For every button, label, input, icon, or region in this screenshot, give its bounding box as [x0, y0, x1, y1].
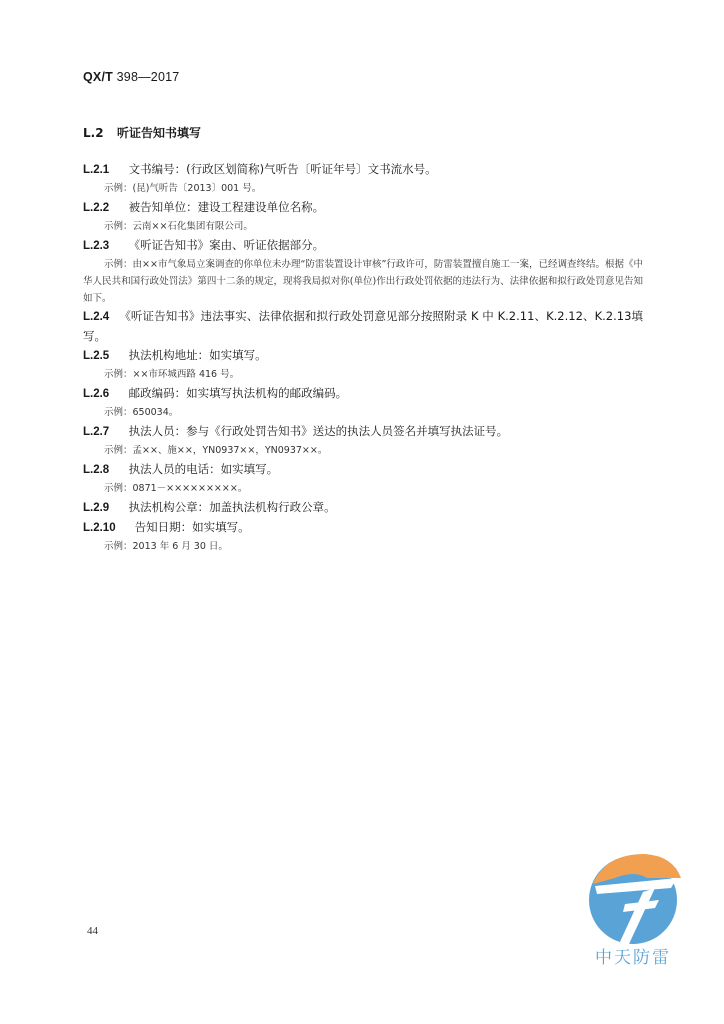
section-heading [83, 124, 201, 141]
clause-text: 执法人员的电话：如实填写。 [128, 462, 279, 476]
standard-code-number: 398—2017 [116, 70, 180, 84]
clause-l-2-5 [83, 346, 643, 366]
clause-example: 示例：0871－×××××××××。 [104, 483, 248, 494]
clause-l-2-9 [83, 498, 643, 518]
clause-example: 示例：650034。 [104, 407, 179, 418]
clause-example: 示例：2013 年 6 月 30 日。 [104, 541, 228, 552]
clause-l-2-6 [83, 384, 643, 404]
clause-l-2-1 [83, 160, 643, 180]
clause-example: 示例：(昆)气听告〔2013〕001 号。 [104, 183, 262, 194]
standard-code-prefix: QX/T [83, 70, 113, 84]
clause-number: L.2.10 [83, 522, 116, 534]
clause-number: L.2.8 [83, 464, 110, 476]
clause-example: 示例：××市环城西路 416 号。 [104, 369, 240, 380]
clause-l-2-7 [83, 422, 643, 442]
clause-text: 告知日期：如实填写。 [134, 520, 250, 534]
clause-l-2-10 [83, 518, 643, 538]
clause-text: 文书编号：(行政区划简称)气听告〔听证年号〕文书流水号。 [128, 162, 437, 176]
clause-text: 被告知单位：建设工程建设单位名称。 [128, 200, 325, 214]
clause-text: 执法机构地址：如实填写。 [128, 348, 267, 362]
clause-l-2-2 [83, 198, 643, 218]
clause-text: 《听证告知书》案由、听证依据部分。 [128, 238, 325, 252]
clause-number: L.2.6 [83, 388, 110, 400]
clause-l-2-8 [83, 460, 643, 480]
standard-code-header [83, 70, 179, 84]
clause-text: 邮政编码：如实填写执法机构的邮政编码。 [128, 386, 348, 400]
clause-number: L.2.1 [83, 164, 110, 176]
clause-example: 示例：云南××石化集团有限公司。 [104, 221, 253, 232]
clause-number: L.2.4 [83, 311, 110, 323]
clause-text: 执法机构公章：加盖执法机构行政公章。 [128, 500, 336, 514]
clause-number: L.2.7 [83, 426, 110, 438]
clause-l-2-4 [83, 307, 643, 346]
clause-example-paragraph: 示例：由××市气象局立案调查的你单位未办理“防雷装置设计审核”行政许可，防雷装置擅自施工一案，已经调查终结。根据《中华人民共和国行政处罚法》第四十二条的规定，现将我局拟对你(单位)作出行政处罚依据的违法行为、法律依据和拟行政处罚意见告知如下。 [83, 259, 643, 304]
clause-number: L.2.9 [83, 502, 110, 514]
clause-number: L.2.5 [83, 350, 110, 362]
clause-example: 示例：孟××、施××，YN0937××，YN0937××。 [104, 445, 328, 456]
watermark-text: 中天防雷 [595, 948, 671, 968]
clause-text: 执法人员：参与《行政处罚告知书》送达的执法人员签名并填写执法证号。 [128, 424, 509, 438]
page-number: 44 [87, 925, 98, 937]
section-number: L.2 [83, 126, 104, 140]
clause-number: L.2.2 [83, 202, 110, 214]
clause-number: L.2.3 [83, 240, 110, 252]
section-title: 听证告知书填写 [117, 126, 202, 140]
clause-list [83, 160, 643, 556]
clause-l-2-3 [83, 236, 643, 256]
clause-text: 《听证告知书》违法事实、法律依据和拟行政处罚意见部分按照附录 K 中 K.2.11、K.2.12、K.2.13填写。 [83, 309, 643, 343]
